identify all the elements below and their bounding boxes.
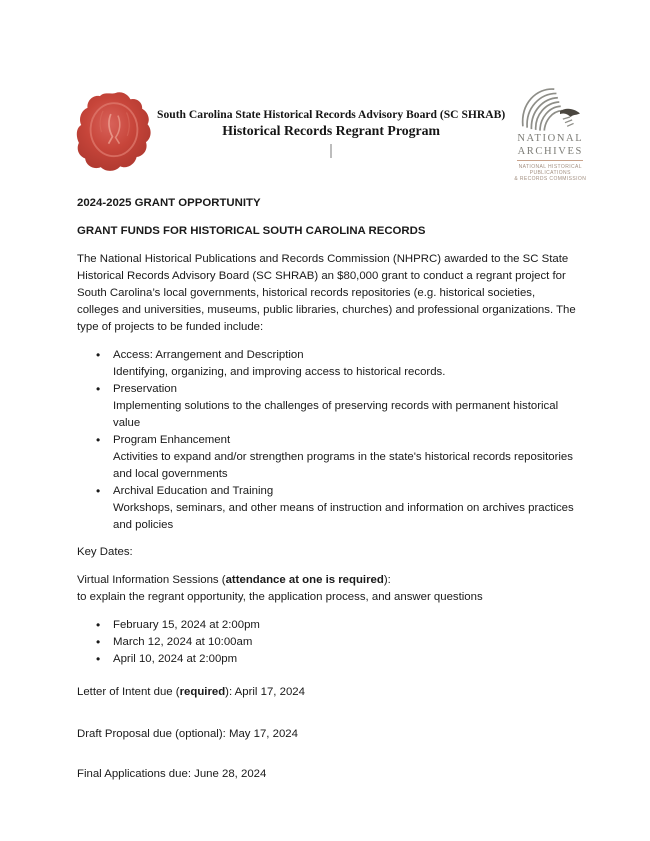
project-type-title: • Archival Education and Training [113, 485, 274, 497]
intro-paragraph: The National Historical Publications and Records Commission (NHPRC) awarded to the SC State Historical Records Advisory Board (SC SHRAB) an $80,000 grant to conduct a regrant project for South Carolina’s local governments, historical records repositories (e.g. historical societies, colleges and universities, museums, public libraries, churches) and professional organizations. The type of projects to be funded include: [77, 253, 576, 333]
list-item-program-enhancement [77, 432, 580, 483]
session-dates-list [77, 617, 580, 668]
sessions-intro-bold: attendance at one is required [225, 574, 384, 586]
list-item-access [77, 347, 580, 381]
draft-proposal-line: Draft Proposal due (optional): May 17, 2024 [77, 728, 298, 740]
sessions-intro-suffix: ): [383, 574, 391, 586]
session-date-item: • March 12, 2024 at 10:00am [77, 634, 580, 651]
project-type-desc: Workshops, seminars, and other means of instruction and information on archives practices and policies [113, 502, 574, 531]
key-dates-label: Key Dates: [77, 546, 133, 558]
project-type-desc: Activities to expand and/or strengthen programs in the state's historical records repositories and local governments [113, 451, 573, 480]
org-title-line1: South Carolina State Historical Records Advisory Board (SC SHRAB) [157, 107, 506, 121]
session-date-item: • April 10, 2024 at 2:00pm [77, 651, 580, 668]
loi-prefix: Letter of Intent due ( [77, 686, 180, 698]
project-type-title: • Program Enhancement [113, 434, 231, 446]
document-header [75, 82, 587, 182]
na-sub-line1: NATIONAL HISTORICAL [518, 164, 582, 170]
final-applications-line: Final Applications due: June 28, 2024 [77, 768, 267, 780]
red-wax-seal-icon [75, 89, 153, 175]
text-cursor[interactable] [330, 144, 332, 158]
national-archives-logo [509, 82, 591, 182]
na-wordmark-line1: NATIONAL [517, 133, 584, 144]
project-type-desc: Identifying, organizing, and improving access to historical records. [113, 366, 446, 378]
list-item-archival-education [77, 483, 580, 534]
session-date-item: • February 15, 2024 at 2:00pm [77, 617, 580, 634]
loi-bold: required [179, 686, 226, 698]
letter-of-intent-line [77, 684, 580, 701]
project-type-title: • Preservation [113, 383, 177, 395]
loi-suffix: ): April 17, 2024 [225, 686, 305, 698]
national-archives-eagle-icon [514, 82, 586, 132]
na-sub-line2: PUBLICATIONS [529, 170, 571, 176]
heading-grant-opportunity: 2024-2025 GRANT OPPORTUNITY [77, 197, 261, 209]
sessions-intro-prefix: Virtual Information Sessions ( [77, 574, 226, 586]
sessions-paragraph [77, 572, 580, 606]
document-title-block [153, 107, 509, 158]
na-divider-rule [517, 160, 583, 161]
heading-grant-funds: GRANT FUNDS FOR HISTORICAL SOUTH CAROLINA RECORDS [77, 225, 426, 237]
wax-seal-logo [75, 89, 153, 175]
project-type-desc: Implementing solutions to the challenges of preserving records with permanent historical value [113, 400, 559, 429]
org-title-line2: Historical Records Regrant Program [222, 122, 441, 138]
project-type-title: • Access: Arrangement and Description [113, 349, 304, 361]
na-wordmark-line2: ARCHIVES [517, 145, 583, 157]
list-item-preservation [77, 381, 580, 432]
project-types-list [77, 347, 580, 534]
na-sub-line3: & RECORDS COMMISSION [514, 176, 587, 182]
sessions-desc: to explain the regrant opportunity, the application process, and answer questions [77, 591, 483, 603]
